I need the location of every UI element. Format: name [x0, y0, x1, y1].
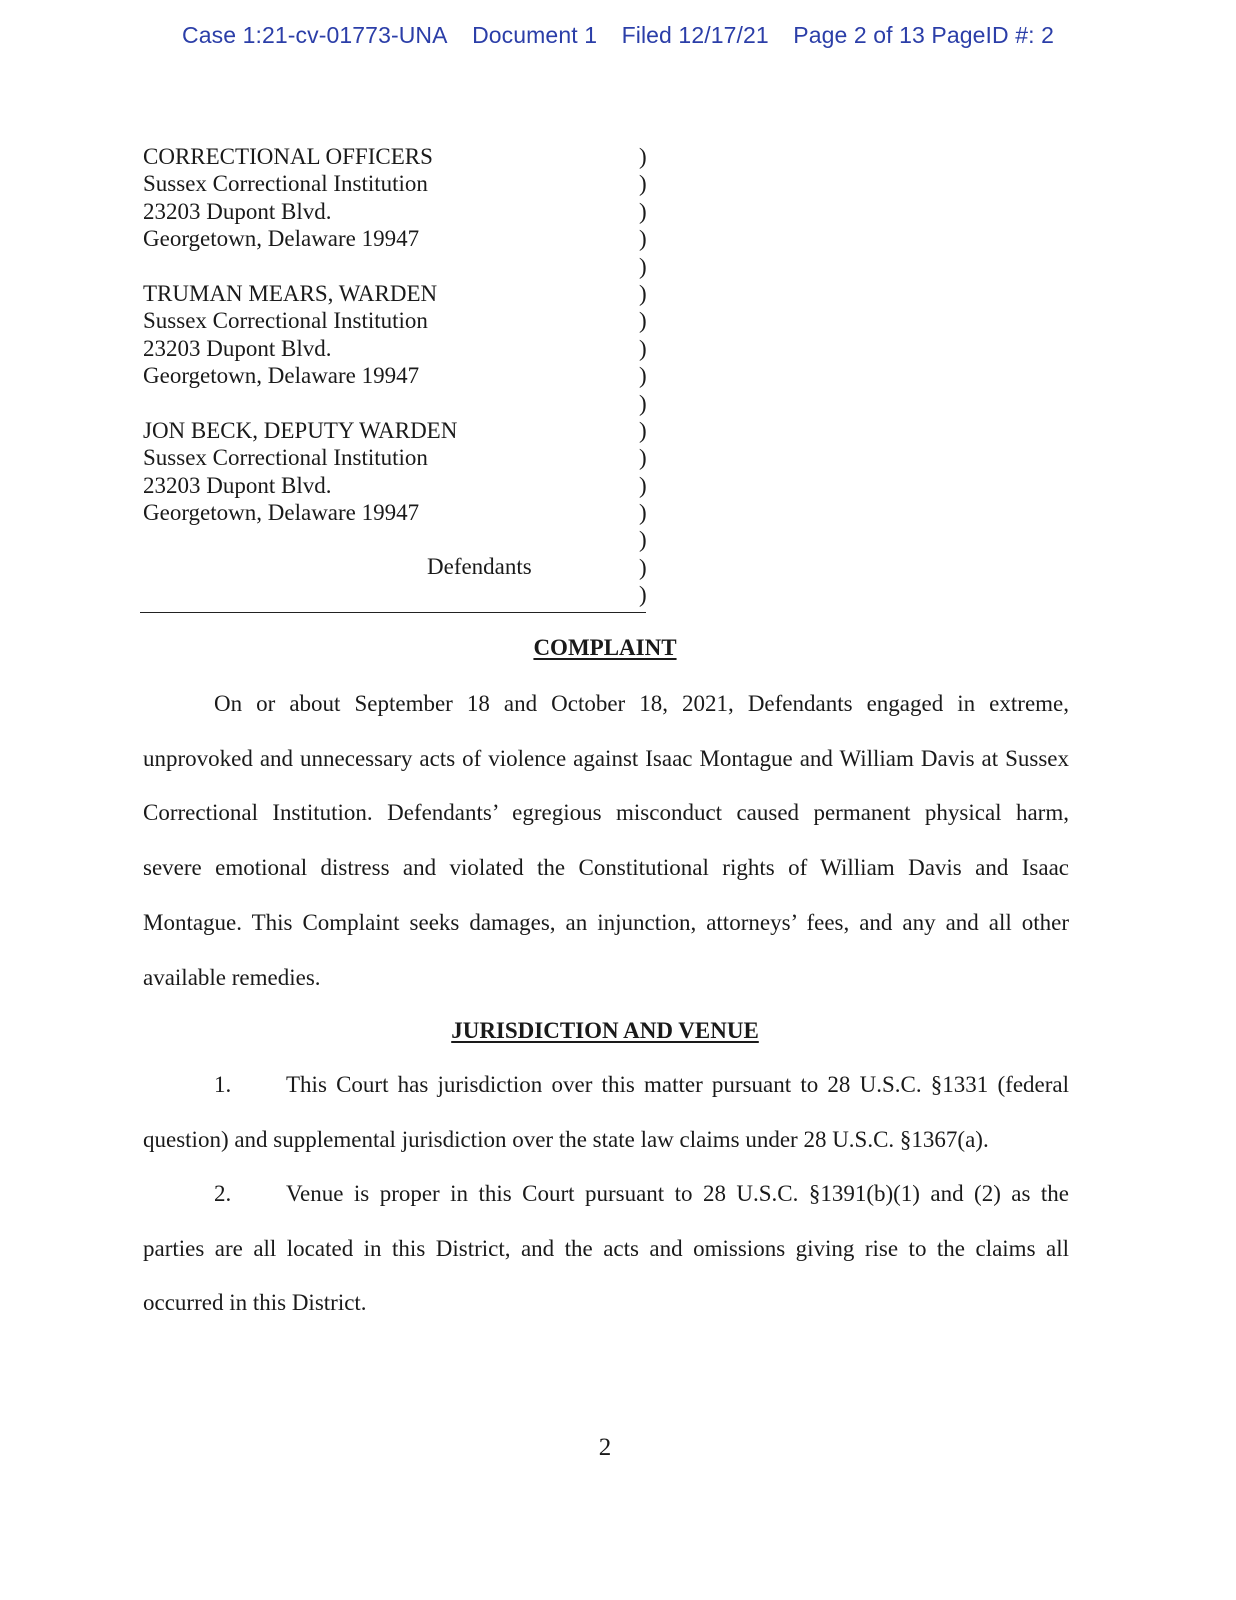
- caption-paren: ): [639, 144, 647, 169]
- paragraph-line: severe emotional distress and violated the Constitutional rights of William Davis and Isaac: [143, 855, 1069, 881]
- caption-paren: ): [639, 417, 647, 443]
- caption-paren-column: [639, 143, 647, 609]
- defendant-name: TRUMAN MEARS, WARDEN: [143, 281, 438, 307]
- paragraph-line: On or about September 18 and October 18, 2021, Defendants engaged in extreme,: [214, 691, 1069, 716]
- defendant-street: 23203 Dupont Blvd.: [143, 198, 332, 224]
- jurisdiction-heading: JURISDICTION AND VENUE: [451, 1018, 759, 1043]
- caption-paren: ): [639, 226, 647, 252]
- defendant-block: [143, 280, 663, 390]
- numbered-paragraph-2: [143, 1167, 1069, 1331]
- defendant-institution: Sussex Correctional Institution: [143, 445, 428, 471]
- caption-paren: ): [639, 472, 647, 498]
- paragraph-line: Montague. This Complaint seeks damages, an injunction, attorneys’ fees, and any and all other: [143, 909, 1069, 935]
- caption-paren: ): [639, 390, 647, 416]
- defendant-name: CORRECTIONAL OFFICERS: [143, 144, 433, 169]
- defendants-label: Defendants: [427, 554, 532, 579]
- case-caption: [143, 143, 663, 579]
- caption-paren: ): [639, 527, 647, 553]
- paragraph-line: available remedies.: [143, 964, 321, 990]
- page-number: 2: [598, 1434, 612, 1461]
- numbered-paragraph-1: [143, 1058, 1069, 1167]
- paragraph-first-line: [143, 1058, 1069, 1113]
- caption-paren: ): [639, 445, 647, 471]
- defendant-institution: Sussex Correctional Institution: [143, 308, 428, 334]
- ecf-header: [0, 22, 1236, 49]
- paragraph-line: parties are all located in this District, and the acts and omissions giving rise to the claims all: [143, 1235, 1069, 1261]
- defendant-city: Georgetown, Delaware 19947: [143, 363, 420, 389]
- paragraph-number: 2.: [214, 1181, 232, 1206]
- caption-paren: ): [639, 198, 647, 224]
- caption-paren: ): [639, 554, 647, 580]
- header-document: Document 1: [472, 22, 598, 48]
- header-filed-date: Filed 12/17/21: [621, 22, 769, 48]
- paragraph-line: Correctional Institution. Defendants’ egregious misconduct caused permanent physical harm,: [143, 800, 1069, 826]
- defendant-city: Georgetown, Delaware 19947: [143, 500, 420, 526]
- header-case-number: Case 1:21-cv-01773-UNA: [182, 22, 448, 48]
- defendant-block: [143, 417, 663, 527]
- caption-paren: ): [639, 280, 647, 306]
- complaint-intro-paragraph: [143, 677, 1069, 1005]
- defendant-street: 23203 Dupont Blvd.: [143, 472, 332, 498]
- caption-paren: ): [639, 253, 647, 279]
- paragraph-first-line: [143, 1167, 1069, 1222]
- paragraph-line: unprovoked and unnecessary acts of violence against Isaac Montague and William Davis at Sussex: [143, 745, 1069, 771]
- defendant-institution: Sussex Correctional Institution: [143, 171, 428, 197]
- paragraph-line: question) and supplemental jurisdiction over the state law claims under 28 U.S.C. §1367(a).: [143, 1126, 989, 1152]
- complaint-heading: COMPLAINT: [533, 635, 677, 660]
- caption-paren: ): [639, 308, 647, 334]
- paragraph-line: This Court has jurisdiction over this matter pursuant to 28 U.S.C. §1331 (federal: [286, 1072, 1069, 1097]
- caption-paren: ): [639, 582, 647, 608]
- caption-paren: ): [639, 363, 647, 389]
- caption-divider: [140, 612, 646, 613]
- defendant-street: 23203 Dupont Blvd.: [143, 335, 332, 361]
- defendant-city: Georgetown, Delaware 19947: [143, 226, 420, 252]
- paragraph-number: 1.: [214, 1072, 232, 1097]
- header-page-id: Page 2 of 13 PageID #: 2: [793, 22, 1054, 48]
- paragraph-line: Venue is proper in this Court pursuant to 28 U.S.C. §1391(b)(1) and (2) as the: [286, 1181, 1069, 1206]
- caption-paren: ): [639, 500, 647, 526]
- defendant-block: [143, 143, 663, 253]
- paragraph-line: occurred in this District.: [143, 1290, 367, 1316]
- caption-paren: ): [639, 171, 647, 197]
- caption-paren: ): [639, 335, 647, 361]
- defendant-name: JON BECK, DEPUTY WARDEN: [143, 418, 458, 444]
